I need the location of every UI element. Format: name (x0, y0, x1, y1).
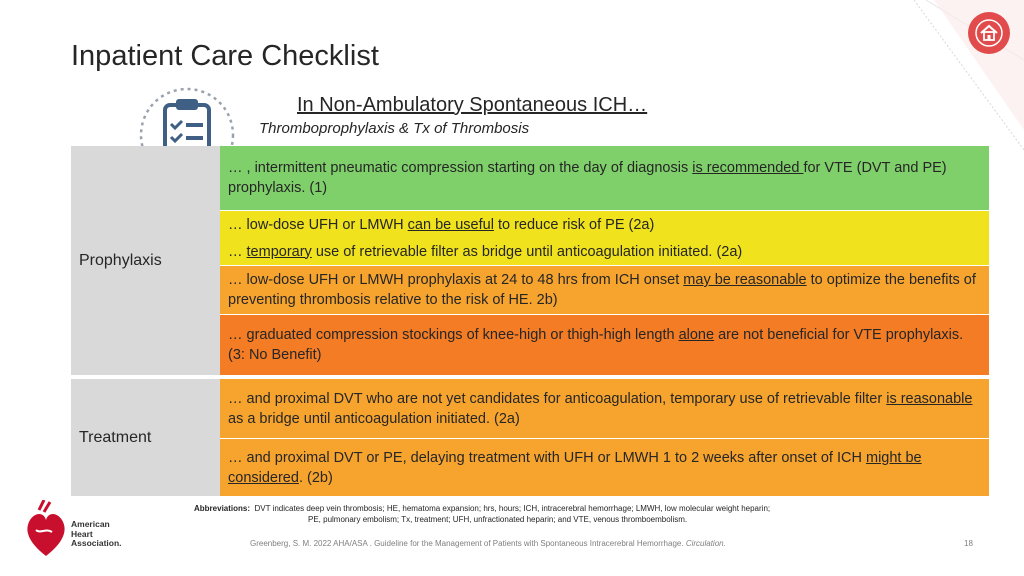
treatment-row-2: … and proximal DVT or PE, delaying treatment with UFH or LMWH 1 to 2 weeks after onset of ICH might be considered. (2b) (220, 439, 989, 496)
abbreviations-note: Abbreviations: DVT indicates deep vein thrombosis; HE, hematoma expansion; hrs, hours; ICH, intracerebral hemorrhage; LMWH, low molecular weight heparin; PE, pulmonary embolism; Tx, treatment; UFH, unfractionated heparin; and VTE, venous thromboembolism. (194, 504, 771, 524)
prophylaxis-label: Prophylaxis (71, 146, 220, 375)
home-button[interactable] (968, 12, 1010, 54)
prophylaxis-row-2: … low-dose UFH or LMWH can be useful to reduce risk of PE (2a) (220, 211, 989, 238)
page-title: Inpatient Care Checklist (71, 40, 379, 72)
page-number: 18 (964, 539, 973, 548)
aha-logo-text: American Heart Association. (71, 519, 122, 548)
section-subsubtitle: Thromboprophylaxis & Tx of Thrombosis (259, 120, 530, 137)
treatment-row-1: … and proximal DVT who are not yet candidates for anticoagulation, temporary use of retrievable filter is reasonable as a bridge until anticoagulation initiated. (2a) (220, 379, 989, 438)
prophylaxis-row-4: … low-dose UFH or LMWH prophylaxis at 24 to 48 hrs from ICH onset may be reasonable to optimize the benefits of preventing thrombosis relative to the risk of HE. 2b) (220, 266, 989, 314)
prophylaxis-row-5: … graduated compression stockings of knee-high or thigh-high length alone are not beneficial for VTE prophylaxis. (3: No Benefit) (220, 315, 989, 375)
citation-footer: Greenberg, S. M. 2022 AHA/ASA . Guideline for the Management of Patients with Spontaneous Intracerebral Hemorrhage. Circulation. (250, 539, 726, 548)
home-icon (975, 19, 1003, 47)
prophylaxis-row-1: … , intermittent pneumatic compression starting on the day of diagnosis is recommended for VTE (DVT and PE) prophylaxis. (1) (220, 146, 989, 210)
section-subtitle: In Non-Ambulatory Spontaneous ICH… (297, 94, 648, 116)
prophylaxis-row-3: … temporary use of retrievable filter as bridge until anticoagulation initiated. (2a) (220, 238, 989, 265)
treatment-label: Treatment (71, 379, 220, 496)
